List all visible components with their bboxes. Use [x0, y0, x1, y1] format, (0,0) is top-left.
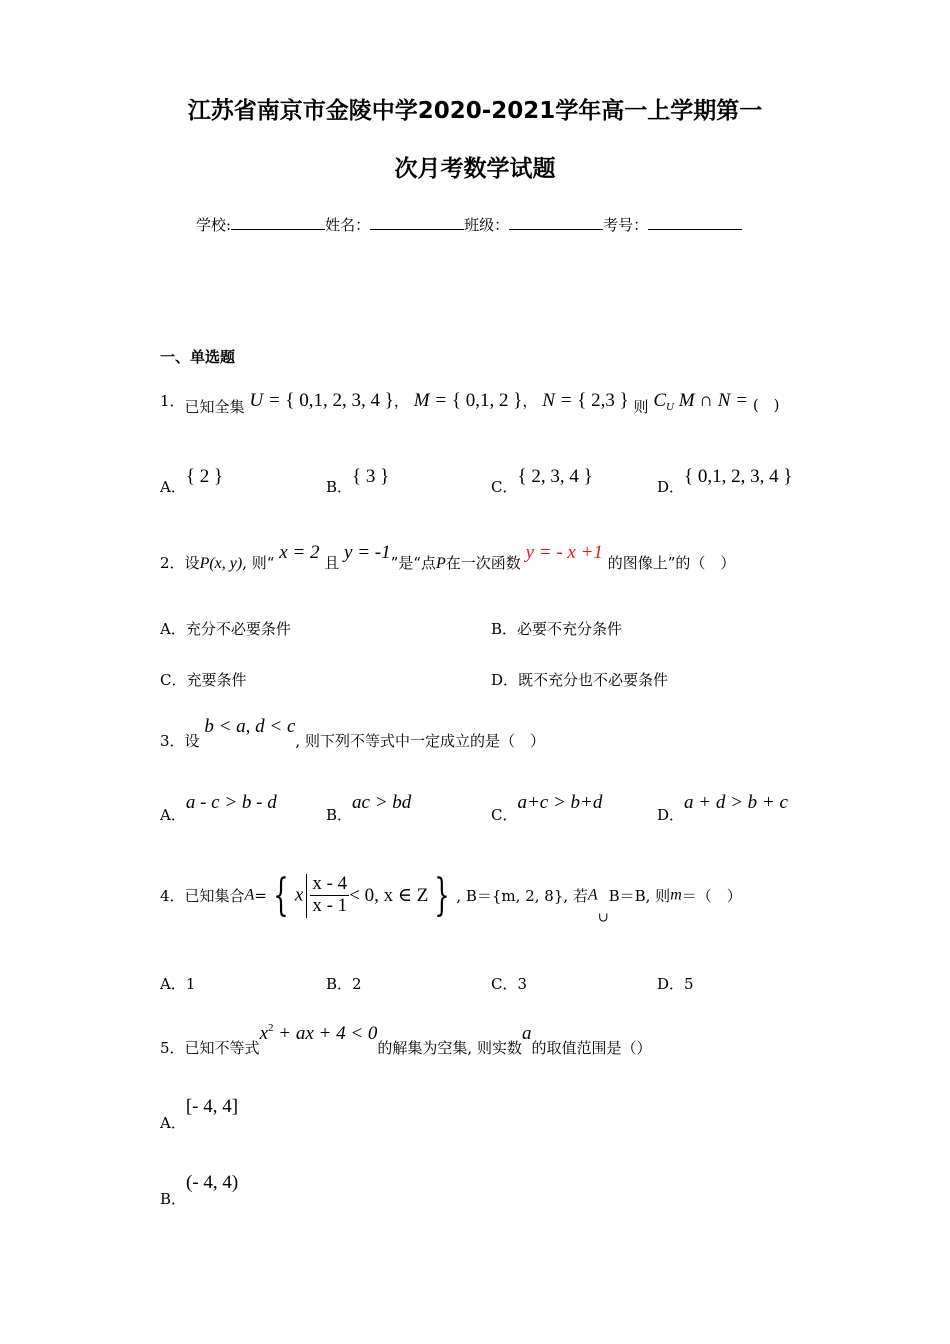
- q5-post: 的取值范围是（）: [531, 1039, 652, 1057]
- q2-option-b-label: B．: [491, 620, 518, 638]
- q5-option-a[interactable]: [160, 1096, 238, 1133]
- q5-option-a-label: A．: [160, 1114, 186, 1132]
- student-info-line: [196, 214, 742, 235]
- q5-rest: + ax + 4 < 0: [278, 1023, 378, 1044]
- q2-option-d-label: D．: [491, 671, 519, 689]
- q2-option-a[interactable]: [160, 618, 291, 639]
- q3-option-d[interactable]: [657, 792, 788, 825]
- q3-option-b-value: ac > bd: [352, 792, 412, 813]
- page-title-line1: 江苏省南京市金陵中学2020-2021学年高一上学期第一: [187, 98, 763, 124]
- q4-m: m: [670, 886, 682, 904]
- q1-n-set: { 2,3 }: [577, 390, 629, 411]
- q4-numerator: x - 4: [312, 873, 348, 895]
- q3-post: , 则下列不等式中一定成立的是（ ）: [295, 732, 545, 750]
- q2-mid2: ”是“点: [390, 554, 436, 572]
- q4-x: x: [294, 884, 304, 906]
- q4-eq: =: [254, 886, 267, 905]
- q4-a: A: [244, 886, 255, 904]
- q4-pre: 已知集合: [184, 887, 245, 905]
- q2-mid1: , 则“: [242, 554, 275, 572]
- q5-a: a: [521, 1023, 532, 1044]
- q1-option-d[interactable]: [657, 466, 793, 497]
- name-label: 姓名：: [325, 216, 371, 234]
- q4-option-b-label: B．: [326, 975, 353, 993]
- q3-option-b-label: B．: [326, 806, 353, 824]
- q1-option-b-label: B．: [326, 478, 353, 496]
- q4-number: 4．: [160, 887, 185, 905]
- q1-comma: ，: [393, 392, 409, 410]
- set-builder-bar: [306, 874, 307, 918]
- name-blank[interactable]: [370, 215, 464, 230]
- q3-option-d-value: a + d > b + c: [684, 792, 788, 813]
- q1-comma-2: ，: [522, 392, 538, 410]
- class-blank[interactable]: [509, 215, 603, 230]
- q2-function: y = - x +1: [525, 542, 603, 563]
- q2-option-a-label: A．: [160, 620, 186, 638]
- question-4: [160, 870, 742, 926]
- q4-mid: , B＝{m, 2, 8}, 若: [456, 887, 588, 905]
- q2-number: 2．: [160, 554, 185, 572]
- q3-option-d-label: D．: [657, 806, 685, 824]
- q4-tail: ＝（ ）: [681, 887, 742, 905]
- q3-option-a[interactable]: [160, 792, 277, 825]
- q4-option-c-label: C．: [491, 975, 518, 993]
- page-title-line2: 次月考数学试题: [394, 156, 556, 182]
- q2-option-b-value: 必要不充分条件: [517, 620, 623, 638]
- q3-number: 3．: [160, 732, 185, 750]
- q5-mid: 的解集为空集, 则实数: [377, 1039, 522, 1057]
- q4-option-c-value: 3: [517, 975, 528, 993]
- q2-option-c-label: C．: [160, 671, 187, 689]
- q4-a2: A: [587, 886, 598, 904]
- q5-number: 5．: [160, 1039, 185, 1057]
- question-1: [160, 390, 780, 417]
- q1-option-b-value: { 3 }: [352, 466, 390, 487]
- q5-option-b-value: (- 4, 4): [186, 1172, 239, 1193]
- q1-expr: M ∩ N =: [678, 390, 749, 411]
- q5-option-b-label: B．: [160, 1190, 187, 1208]
- q1-option-d-value: { 0,1, 2, 3, 4 }: [684, 466, 793, 487]
- q2-p: P: [435, 555, 446, 572]
- q5-x: x: [259, 1023, 268, 1044]
- q1-c-sub: U: [666, 401, 674, 413]
- q3-condition: b < a, d < c: [204, 716, 296, 737]
- q1-option-a-value: { 2 }: [185, 466, 224, 487]
- q3-option-c-label: C．: [491, 806, 518, 824]
- q2-option-c-value: 充要条件: [186, 671, 247, 689]
- q1-option-c-value: { 2, 3, 4 }: [517, 466, 593, 487]
- q4-option-b-value: 2: [352, 975, 362, 993]
- q1-paren: ( ): [752, 396, 780, 414]
- q1-option-c-label: C．: [491, 478, 518, 496]
- q4-option-d-value: 5: [684, 975, 694, 993]
- q2-mid3: 在一次函数: [445, 554, 521, 572]
- id-label: 考号：: [603, 216, 649, 234]
- q2-point: P(x, y): [199, 555, 243, 572]
- q1-complement: [653, 390, 674, 411]
- q4-condition: < 0, x ∈ Z: [349, 885, 429, 906]
- q4-denominator: x - 1: [312, 895, 348, 916]
- question-5: [160, 1022, 651, 1058]
- q1-m: M =: [413, 390, 448, 411]
- q1-then: 则: [633, 398, 649, 416]
- q4-option-a-label: A．: [160, 975, 186, 993]
- school-label: 学校:: [196, 216, 232, 234]
- q1-u-set: { 0,1, 2, 3, 4 }: [285, 390, 394, 411]
- q1-text: 已知全集: [184, 398, 245, 416]
- q1-u: U =: [249, 390, 281, 411]
- q2-option-d-value: 既不充分也不必要条件: [518, 671, 669, 689]
- question-3: [160, 716, 545, 751]
- q3-option-c[interactable]: [491, 792, 602, 825]
- q2-option-a-value: 充分不必要条件: [185, 620, 291, 638]
- q5-exponent: 2: [268, 1022, 274, 1034]
- q5-pre: 已知不等式: [184, 1039, 260, 1057]
- q2-option-d[interactable]: [491, 669, 668, 690]
- q4-option-a[interactable]: [160, 973, 195, 994]
- q4-union: ∪: [597, 910, 609, 926]
- q3-option-a-label: A．: [160, 806, 186, 824]
- q4-fraction: [310, 874, 349, 917]
- q2-option-b[interactable]: [491, 618, 622, 639]
- section-heading: 一、单选题: [160, 348, 236, 366]
- q1-option-a[interactable]: [160, 466, 223, 497]
- q1-n: N =: [542, 390, 573, 411]
- question-2: [160, 542, 735, 573]
- q4-option-c[interactable]: [491, 973, 527, 994]
- q1-c: C: [653, 390, 666, 411]
- q1-option-a-label: A．: [160, 478, 186, 496]
- q4-option-d[interactable]: [657, 973, 694, 994]
- q4-option-b[interactable]: [326, 973, 362, 994]
- q4-post: B＝B, 则: [608, 887, 671, 905]
- q3-option-c-value: a+c > b+d: [517, 792, 603, 813]
- q4-option-d-label: D．: [657, 975, 685, 993]
- q2-and: 且: [324, 554, 340, 572]
- left-brace-icon: {: [273, 870, 289, 921]
- q5-inequality: [260, 1023, 378, 1044]
- q4-option-a-value: 1: [185, 975, 196, 993]
- class-label: 班级：: [464, 216, 510, 234]
- q3-option-a-value: a - c > b - d: [185, 792, 277, 813]
- q2-option-c[interactable]: [160, 669, 247, 690]
- q2-pre: 设: [184, 554, 200, 572]
- q2-y-eq: y = -1: [344, 542, 391, 563]
- q5-option-b[interactable]: [160, 1172, 238, 1209]
- id-blank[interactable]: [648, 215, 742, 230]
- q1-option-b[interactable]: [326, 466, 389, 497]
- q1-option-d-label: D．: [657, 478, 685, 496]
- school-blank[interactable]: [231, 215, 325, 230]
- q3-option-b[interactable]: [326, 792, 411, 825]
- q5-option-a-value: [- 4, 4]: [185, 1096, 239, 1117]
- right-brace-icon: }: [434, 870, 451, 921]
- q2-x-eq: x = 2: [279, 542, 320, 563]
- q1-option-c[interactable]: [491, 466, 593, 497]
- q2-post: 的图像上”的（ ）: [607, 554, 736, 572]
- q1-number: 1．: [160, 392, 185, 410]
- q3-pre: 设: [184, 732, 200, 750]
- q1-m-set: { 0,1, 2 }: [451, 390, 523, 411]
